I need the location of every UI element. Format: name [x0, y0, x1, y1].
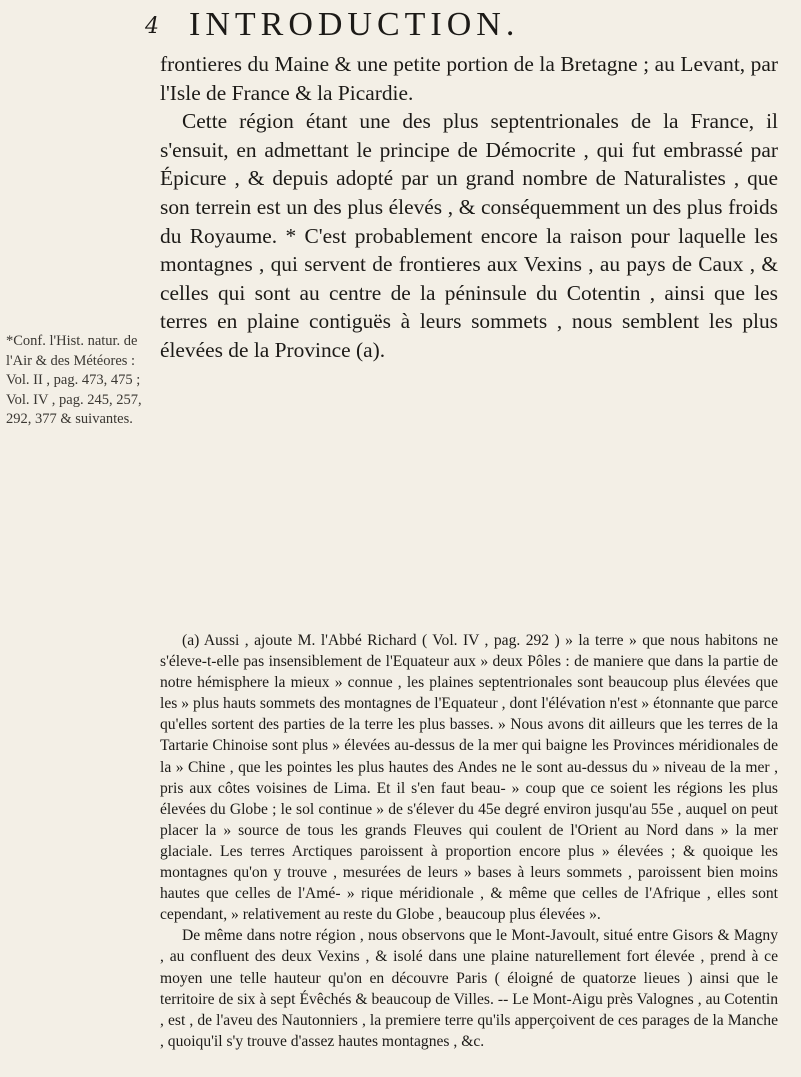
footnote-a: (a) Aussi , ajoute M. l'Abbé Richard ( Vol. IV , pag. 292 ) » la terre » que nous habitons ne s'éleve-t-elle pas insensiblement de l'Equateur aux » deux Pôles : de maniere que dans la partie de notre hémisphere la mieux » connue , les plaines septentrionales sont beaucoup plus élevées que les » plus hauts sommets des montagnes de l'Equateur , dont l'élévation n'est » étonnante que parce qu'elles sortent des parties de la terre les plus basses. » Nous avons dit ailleurs que les terres de la Tartarie Chinoise sont plus » élevées au-dessus de la mer qui baigne les Provinces méridionales de la » Chine , que les pointes les plus hautes des Andes ne le sont au-dessus du » niveau de la mer , pris aux côtes voisines de Lima. Et il s'en faut beau- » coup que ce soient les régions les plus élevées du Globe ; le sol continue » de s'élever du 45e degré environ jusqu'au 55e , auquel on peut placer la » source de tous les grands Fleuves qui coulent de l'Orient au Nord dans » la mer glaciale. Les terres Arctiques paroissent à proportion encore plus » élevées ; & quoique les montagnes qu'on y trouve , mesurées de leurs » bases à leurs sommets , paroissent bien moins hautes que celles de l'Amé- » rique méridionale , & même que celles de l'Afrique , elles sont cependant, » relativement au reste du Globe , beaucoup plus élevées ».: [160, 632, 778, 924]
running-title: INTRODUCTION.: [189, 6, 520, 43]
footnotes: [160, 630, 778, 1052]
page-header: [145, 6, 795, 46]
footnote-continuation: De même dans notre région , nous observons que le Mont-Javoult, situé entre Gisors & Magny , au confluent des deux Vexins , & isolé dans une plaine naturellement fort élevée , prend à ce moyen une telle hauteur qu'on en découvre Paris ( éloigné de quatorze lieues ) ainsi que le territoire de six à sept Évêchés & beaucoup de Villes. -- Le Mont-Aigu près Valognes , au Cotentin , est , de l'aveu des Nautonniers , la premiere terre qu'ils apperçoivent de ces parages de la Manche , quoiqu'il s'y trouve d'assez hautes montagnes , &c.: [160, 927, 778, 1050]
page-number: 4: [145, 14, 159, 39]
paragraph-continuation: frontieres du Maine & une petite portion de la Bretagne ; au Levant, par l'Isle de France & la Picardie.: [160, 52, 778, 105]
main-text: [160, 50, 778, 365]
margin-note: *Conf. l'Hist. natur. de l'Air & des Météores : Vol. II , pag. 473, 475 ; Vol. IV , pag. 245, 257, 292, 377 & suivantes.: [6, 333, 142, 427]
paragraph: Cette région étant une des plus septentrionales de la France, il s'ensuit, en admettant le principe de Démocrite , qui fut embrassé par Épicure , & depuis adopté par un grand nombre de Naturalistes , que son terrein est un des plus élevés , & conséquemment un des plus froids du Royaume. * C'est probablement encore la raison pour laquelle les montagnes , qui servent de frontieres aux Vexins , au pays de Caux , & celles qui sont au centre de la péninsule du Cotentin , ainsi que les terres en plaine contiguës à leurs sommets , nous semblent les plus élevées de la Province (a).: [160, 109, 778, 362]
